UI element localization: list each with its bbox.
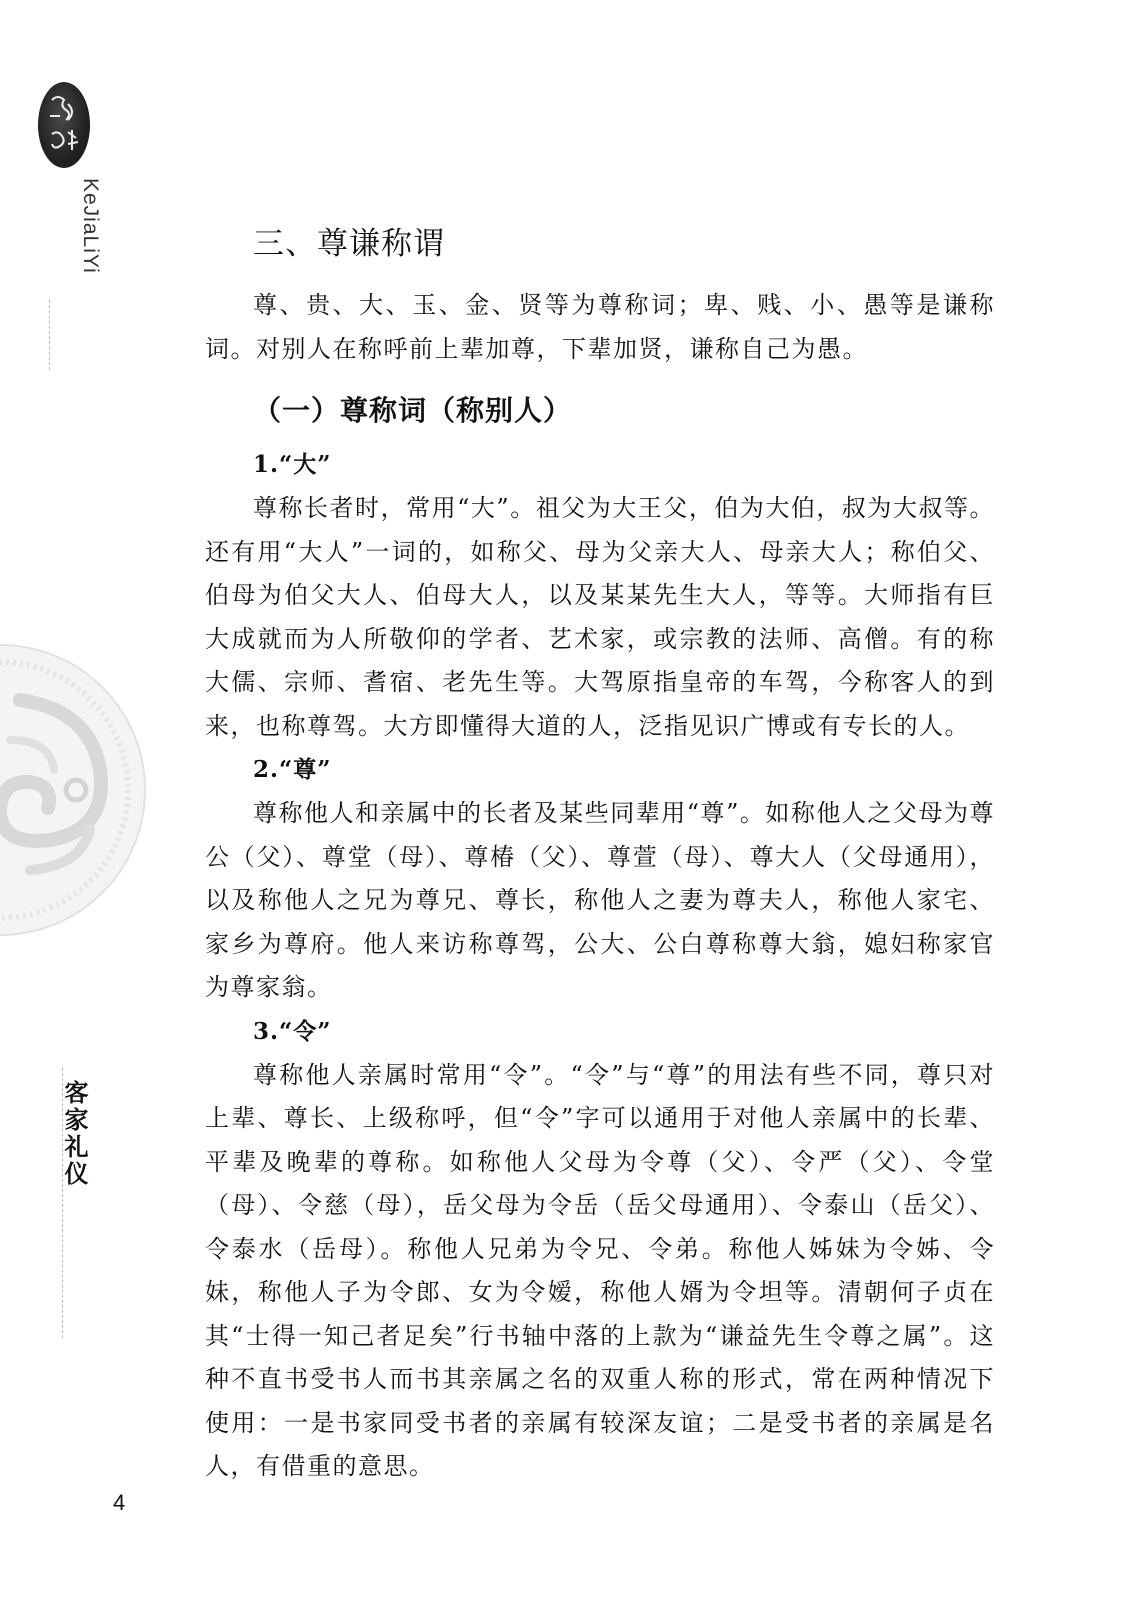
item-title: 1.“大” — [253, 451, 332, 478]
item-title: 2.“尊” — [253, 756, 332, 783]
item-paragraph: 尊称他人和亲属中的长者及某些同辈用“尊”。如称他人之父母为尊公（父）、尊堂（母）、尊椿（父）、尊萱（母）、尊大人（父母通用），以及称他人之兄为尊兄、尊长，称他人之妻为尊夫人，称他人家宅、家乡为尊府。他人来访称尊驾，公大、公白尊称尊大翁，媳妇称家官为尊家翁。 — [205, 799, 995, 1001]
cloud-scroll-ornament-icon — [0, 640, 150, 940]
page-number: 4 — [113, 1490, 126, 1515]
seal-icon — [38, 82, 90, 168]
margin-rule — [62, 1068, 63, 1338]
sub-heading: （一）尊称词（称别人） — [253, 394, 573, 427]
item-paragraph: 尊称长者时，常用“大”。祖父为大王父，伯为大伯，叔为大叔等。还有用“大人”一词的，如称父、母为父亲大人、母亲大人；称伯父、伯母为伯父大人、伯母大人，以及某某先生大人，等等。大师指有巨大成就而为人所敬仰的学者、艺术家，或宗教的法师、高僧。有的称大儒、宗师、耆宿、老先生等。大驾原指皇帝的车驾，今称客人的到来，也称尊驾。大方即懂得大道的人，泛指见识广博或有专长的人。 — [205, 494, 995, 740]
pinyin-vertical-label: KeJiaLiYi — [79, 178, 102, 274]
item-title: 3.“令” — [253, 1017, 332, 1045]
margin-rule — [49, 300, 50, 370]
section-heading: 三、尊谦称谓 — [253, 226, 445, 262]
intro-paragraph: 尊、贵、大、玉、金、贤等为尊称词；卑、贱、小、愚等是谦称词。对别人在称呼前上辈加尊，下辈加贤，谦称自己为愚。 — [205, 291, 995, 363]
item-paragraph: 尊称他人亲属时常用“令”。“令”与“尊”的用法有些不同，尊只对上辈、尊长、上级称呼，但“令”字可以通用于对他人亲属中的长辈、平辈及晚辈的尊称。如称他人父母为令尊（父）、令严（父）、令堂（母）、令慈（母），岳父母为令岳（岳父母通用）、令泰山（岳父）、令泰水（岳母）。称他人兄弟为令兄、令弟。称他人姊妹为令姊、令妹，称他人子为令郎、女为令嫒，称他人婿为令坦等。清朝何子贞在其“士得一知己者足矣”行书轴中落的上款为“谦益先生令尊之属”。这种不直书受书人而书其亲属之名的双重人称的形式，常在两种情况下使用：一是书家同受书者的亲属有较深友谊；二是受书者的亲属是名人，有借重的意思。 — [205, 1060, 995, 1480]
page-content — [205, 222, 995, 1489]
book-title-vertical: 客家礼仪 — [60, 1080, 88, 1188]
